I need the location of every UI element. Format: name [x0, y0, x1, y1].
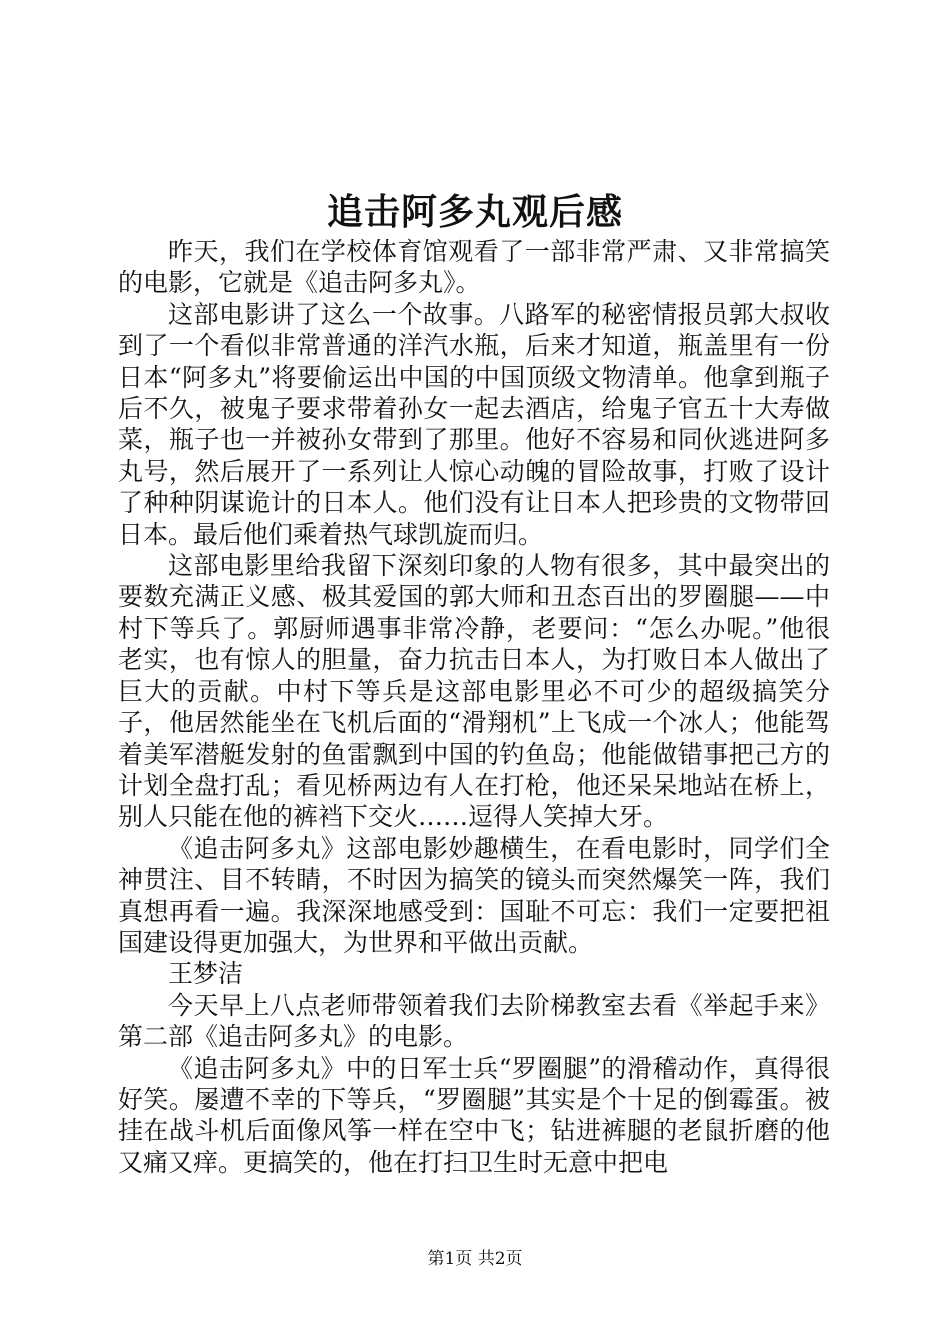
page-footer: 第1页 共2页: [427, 1249, 523, 1269]
paragraph-3: 这部电影里给我留下深刻印象的人物有很多，其中最突出的要数充满正义感、极其爱国的郭大师和丑态百出的罗圈腿——中村下等兵了。郭厨师遇事非常冷静，老要问：“怎么办呢。”他很老实，也有惊人的胆量，奋力抗击日本人，为打败日本人做出了巨大的贡献。中村下等兵是这部电影里必不可少的超级搞笑分子，他居然能坐在飞机后面的“滑翔机”上飞成一个冰人；他能驾着美军潜艇发射的鱼雷飘到中国的钓鱼岛；他能做错事把己方的计划全盘打乱；看见桥两边有人在打枪，他还呆呆地站在桥上，别人只能在他的裤裆下交火……逗得人笑掉大牙。: [118, 551, 830, 832]
paragraph-6: 《追击阿多丸》中的日军士兵“罗圈腿”的滑稽动作，真得很好笑。屡遭不幸的下等兵，“罗圈腿”其实是个十足的倒霉蛋。被挂在战斗机后面像风筝一样在空中飞；钻进裤腿的老鼠折磨的他又痛又痒。更搞笑的，他在打扫卫生时无意中把电: [118, 1053, 830, 1177]
paragraph-5: 今天早上八点老师带领着我们去阶梯教室去看《举起手来》第二部《追击阿多丸》的电影。: [118, 990, 830, 1052]
paragraph-2: 这部电影讲了这么一个故事。八路军的秘密情报员郭大叔收到了一个看似非常普通的洋汽水瓶，后来才知道，瓶盖里有一份日本“阿多丸”将要偷运出中国的中国顶级文物清单。他拿到瓶子后不久，被鬼子要求带着孙女一起去酒店，给鬼子官五十大寿做菜，瓶子也一并被孙女带到了那里。他好不容易和同伙逃进阿多丸号，然后展开了一系列让人惊心动魄的冒险故事，打败了设计了种种阴谋诡计的日本人。他们没有让日本人把珍贵的文物带回日本。最后他们乘着热气球凯旋而归。: [118, 299, 830, 549]
author-name: 王梦洁: [168, 959, 244, 989]
document-title: 追击阿多丸观后感: [326, 191, 623, 233]
document-body: [118, 236, 830, 1178]
paragraph-1: 昨天，我们在学校体育馆观看了一部非常严肃、又非常搞笑的电影，它就是《追击阿多丸》。: [118, 237, 830, 298]
paragraph-4: 《追击阿多丸》这部电影妙趣横生，在看电影时，同学们全神贯注、目不转睛，不时因为搞笑的镜头而突然爆笑一阵，我们真想再看一遍。我深深地感受到：国耻不可忘：我们一定要把祖国建设得更加强大，为世界和平做出贡献。: [118, 833, 830, 957]
